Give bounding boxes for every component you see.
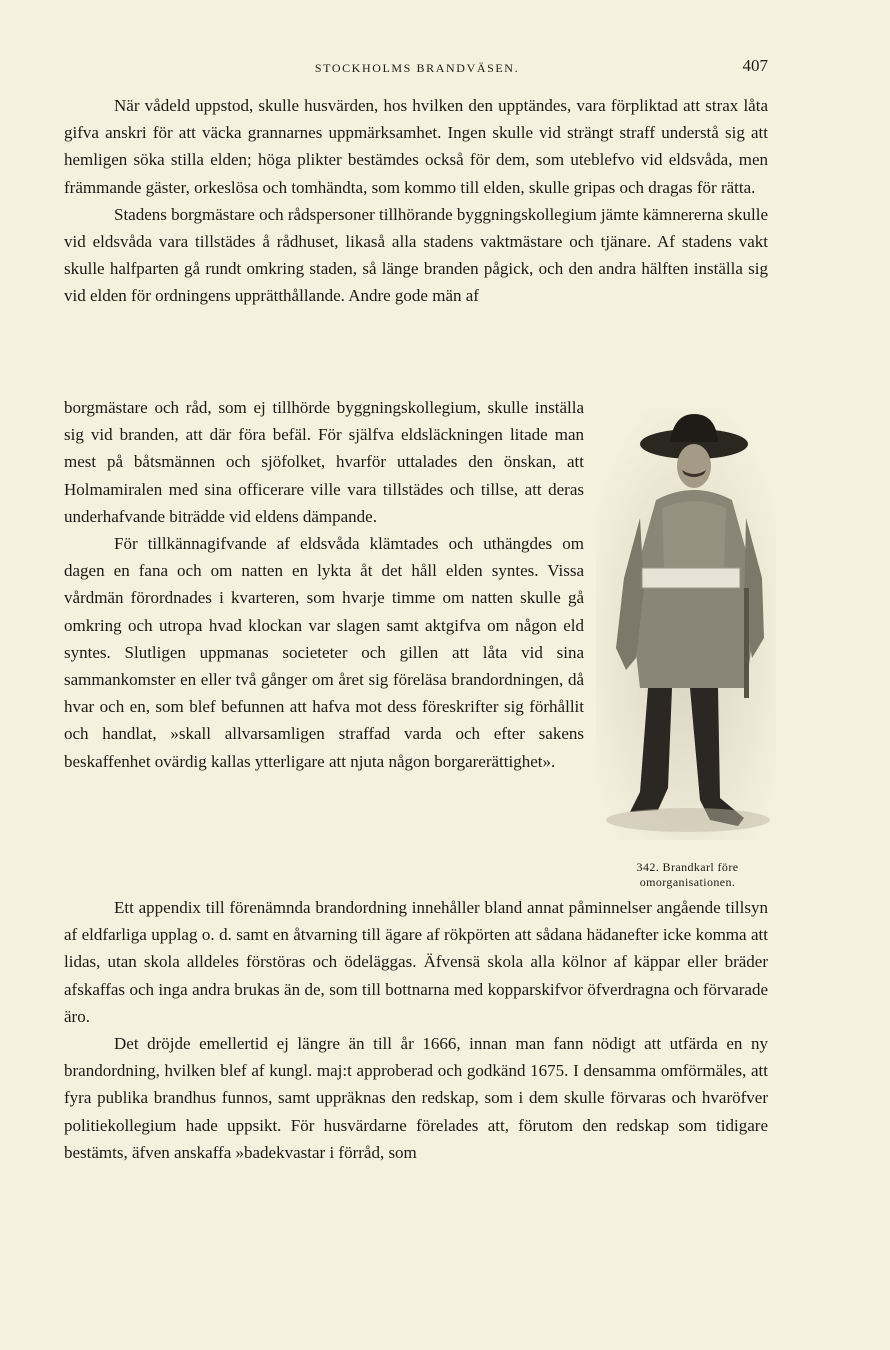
paragraph-2-continued: borgmästare och råd, som ej tillhörde byggningskollegium, skulle inställa sig vid branden, att där föra befäl. För själfva eldsläckningen litade man mest på båtsmännen och sjöfolket, hvarför uttalades den önskan, att Holmamiralen med sina officerare ville vara tillstädes och tillse, att deras underhafvande biträdde vid eldens dämpande. xyxy=(64,398,584,526)
paragraph-5: Det dröjde emellertid ej längre än till år 1666, innan man fann nödigt att utfärda en ny brandordning, hvilken blef af kungl. maj:t approberad och godkänd 1675. I densamma omförmäles, att fyra publika brandhus funnos, samt uppräknas den redskap, som i dem skulle förvaras och hvaröfver politiekollegium hade uppsikt. För husvärdarne förelades att, förutom den redskap som tidigare bestämts, äfven anskaffa »badekvastar i förråd, som xyxy=(64,1034,768,1162)
paragraph-1: När vådeld uppstod, skulle husvärden, hos hvilken den upptändes, vara förpliktad att strax låta gifva anskri för att väcka grannarnes uppmärksamhet. Ingen skulle vid strängt straff understå sig att hemligen söka stilla elden; höga plikter bestämdes också för dem, som uteblefvo vid eldsvåda, men främmande gäster, orkeslösa och tomhändta, som kommo till elden, skulle gripas och dragas för rätta. xyxy=(64,96,768,197)
figure-caption: 342. Brandkarl före omorganisationen. xyxy=(636,860,739,889)
text-block-top xyxy=(64,92,768,310)
text-block-bottom xyxy=(64,894,768,1166)
text-block-beside-figure xyxy=(64,394,584,775)
belt xyxy=(642,568,740,588)
paragraph-3: För tillkännagifvande af eldsvåda klämtades och uthängdes om dagen en fana och om natten en lykta åt det håll elden syntes. Vissa vårdmän förordnades i kvarteren, som hvarje timme om natten skulle gå omkring och utropa hvad klockan var slagen samt aktgifva om någon eld syntes. Slutligen uppmanas societeter och gillen att låta vid sina sammankomster en eller två gånger om året sig föreläsa brandordningen, då hvar och en, som blef befunnen att hafva mot dess föreskrifter sig förhållit och handlat, »skall allvarsamligen straffad varda och efter sakens beskaffenhet ovärdig kallas ytterligare att njuta någon borgarerättighet». xyxy=(64,534,584,771)
figure-fireman-illustration xyxy=(596,408,776,840)
fireman-picture xyxy=(596,408,776,840)
paragraph-2: Stadens borgmästare och rådspersoner tillhörande byggningskollegium jämte kämnererna skulle vid eldsvåda vara tillstädes å rådhuset, likaså alla stadens vaktmästare och tjänare. Af stadens vakt skulle halfparten gå rundt omkring staden, så länge branden pågick, och den andra hälften inställa sig vid elden för ordningens upprätthållande. Andre gode män af xyxy=(64,204,769,306)
axe-handle xyxy=(744,588,749,698)
ground-shadow xyxy=(606,808,770,832)
page-number: 407 xyxy=(742,56,768,75)
running-header xyxy=(64,56,770,78)
running-title: STOCKHOLMS BRANDVÄSEN. xyxy=(314,61,520,75)
coat-highlight xyxy=(662,501,726,568)
paragraph-4: Ett appendix till förenämnda brandordning innehåller bland annat påminnelser angående tillsyn af eldfarliga upplag o. d. samt en åtvarning till ägare af rökpörten att sådana hädanefter icke komma att lidas, utan skola alldeles förstöras och ödeläggas. Äfvensä skola alla kölnor af käppar eller bräder afskaffas och inga andra brukas än de, som till bottnarna med kopparskifvor öfverdragna och förvarade äro. xyxy=(64,898,768,1026)
face xyxy=(677,444,711,488)
